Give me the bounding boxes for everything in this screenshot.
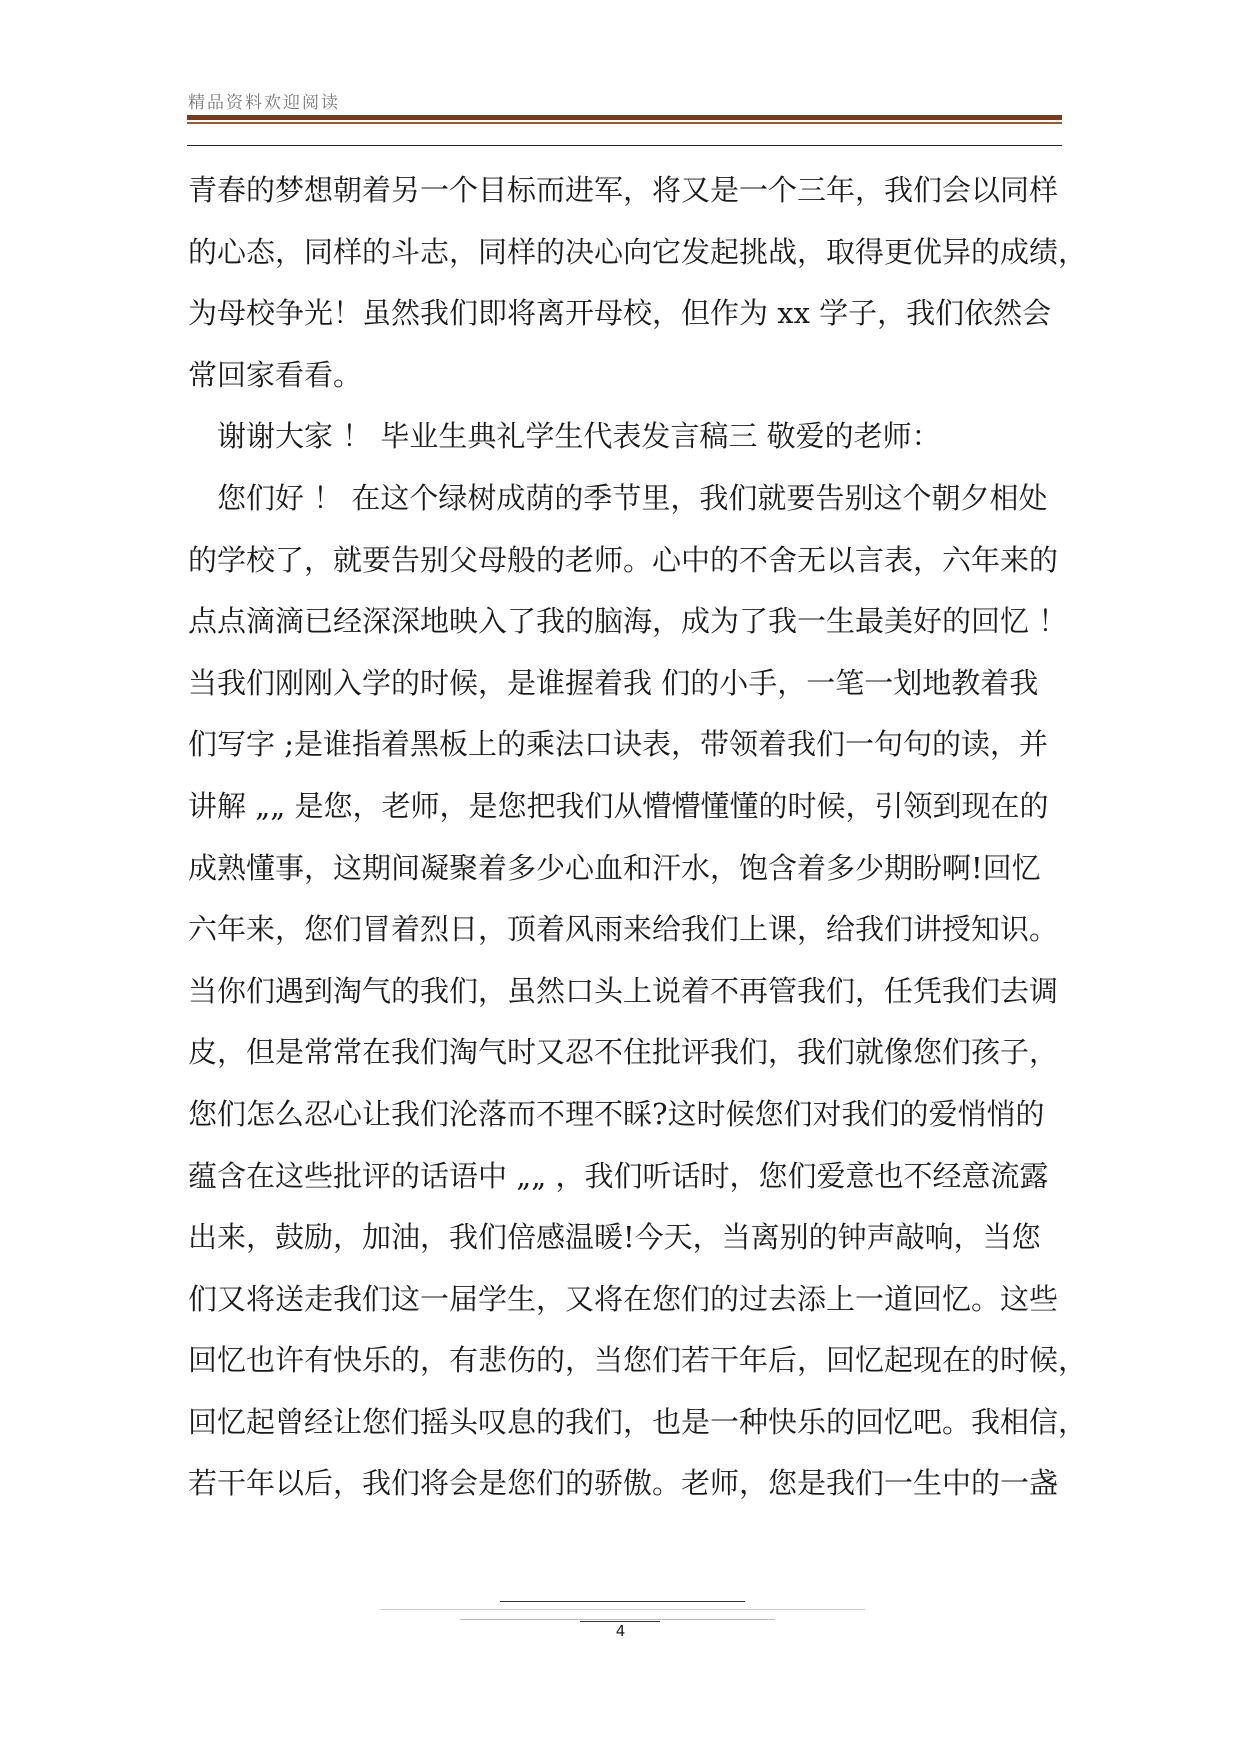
- body-line: 若干年以后，我们将会是您们的骄傲。老师，您是我们一生中的一盏: [188, 1466, 1059, 1501]
- body-line: 当你们遇到淘气的我们，虽然口头上说着不再管我们，任凭我们去调: [188, 973, 1059, 1008]
- body-line: 青春的梦想朝着另一个目标而进军，将又是一个三年，我们会以同样: [188, 173, 1059, 207]
- page-header-title: 精品资料欢迎阅读: [188, 93, 340, 113]
- body-line: 点点滴滴已经深深地映入了我的脑海，成为了我一生最美好的回忆 ！: [188, 604, 1068, 639]
- body-line: 当我们刚刚入学的时候，是谁握着我 们的小手，一笔一划地教着我: [188, 665, 1039, 700]
- footer-rule: [380, 1609, 865, 1610]
- body-line: 出来，鼓励，加油，我们倍感温暖!今天，当离别的钟声敲响，当您: [188, 1220, 1041, 1255]
- header-rule-bottom: [187, 145, 1062, 146]
- body-line: 回忆起曾经让您们摇头叹息的我们，也是一种快乐的回忆吧。我相信，: [188, 1404, 1088, 1439]
- page-number: 4: [615, 1622, 626, 1640]
- body-line: 们又将送走我们这一届学生，又将在您们的过去添上一道回忆。这些: [188, 1281, 1059, 1316]
- body-line: 您们好 ！ 在这个绿树成荫的季节里，我们就要告别这个朝夕相处: [188, 480, 1048, 515]
- body-line: 成熟懂事，这期间凝聚着多少心血和汗水，饱含着多少期盼啊!回忆: [188, 850, 1041, 885]
- body-line: 皮，但是常常在我们淘气时又忍不住批评我们，我们就像您们孩子，: [188, 1035, 1059, 1070]
- body-line: 的学校了，就要告别父母般的老师。心中的不舍无以言表，六年来的: [188, 542, 1059, 577]
- body-line: 六年来，您们冒着烈日，顶着风雨来给我们上课，给我们讲授知识。: [188, 912, 1059, 947]
- header-rule-thin: [187, 122, 1062, 124]
- body-line: 您们怎么忍心让我们沦落而不理不睬?这时候您们对我们的爱悄悄的: [188, 1096, 1045, 1131]
- body-line: 讲解 „„ 是您，老师，是您把我们从懵懵懂懂的时候，引领到现在的: [188, 788, 1049, 823]
- body-line: 回忆也许有快乐的，有悲伤的，当您们若干年后，回忆起现在的时候，: [188, 1343, 1088, 1378]
- footer-rule: [500, 1601, 745, 1602]
- body-line: 谢谢大家 ！ 毕业生典礼学生代表发言稿三 敬爱的老师：: [188, 419, 941, 454]
- header-rule-thick: [187, 115, 1062, 120]
- footer-rule: [460, 1619, 775, 1620]
- body-line: 的心态，同样的斗志，同样的决心向它发起挑战，取得更优异的成绩，: [188, 234, 1088, 269]
- body-line: 蕴含在这些批评的话语中 „„ ，我们听话时，您们爱意也不经意流露: [188, 1158, 1049, 1193]
- document-body: [188, 160, 1088, 1515]
- body-line: 们写字 ;是谁指着黑板上的乘法口诀表，带领着我们一句句的读，并: [188, 727, 1048, 762]
- body-line: 为母校争光！虽然我们即将离开母校，但作为 xx 学子，我们依然会: [188, 296, 1052, 331]
- body-line: 常回家看看。: [188, 357, 363, 392]
